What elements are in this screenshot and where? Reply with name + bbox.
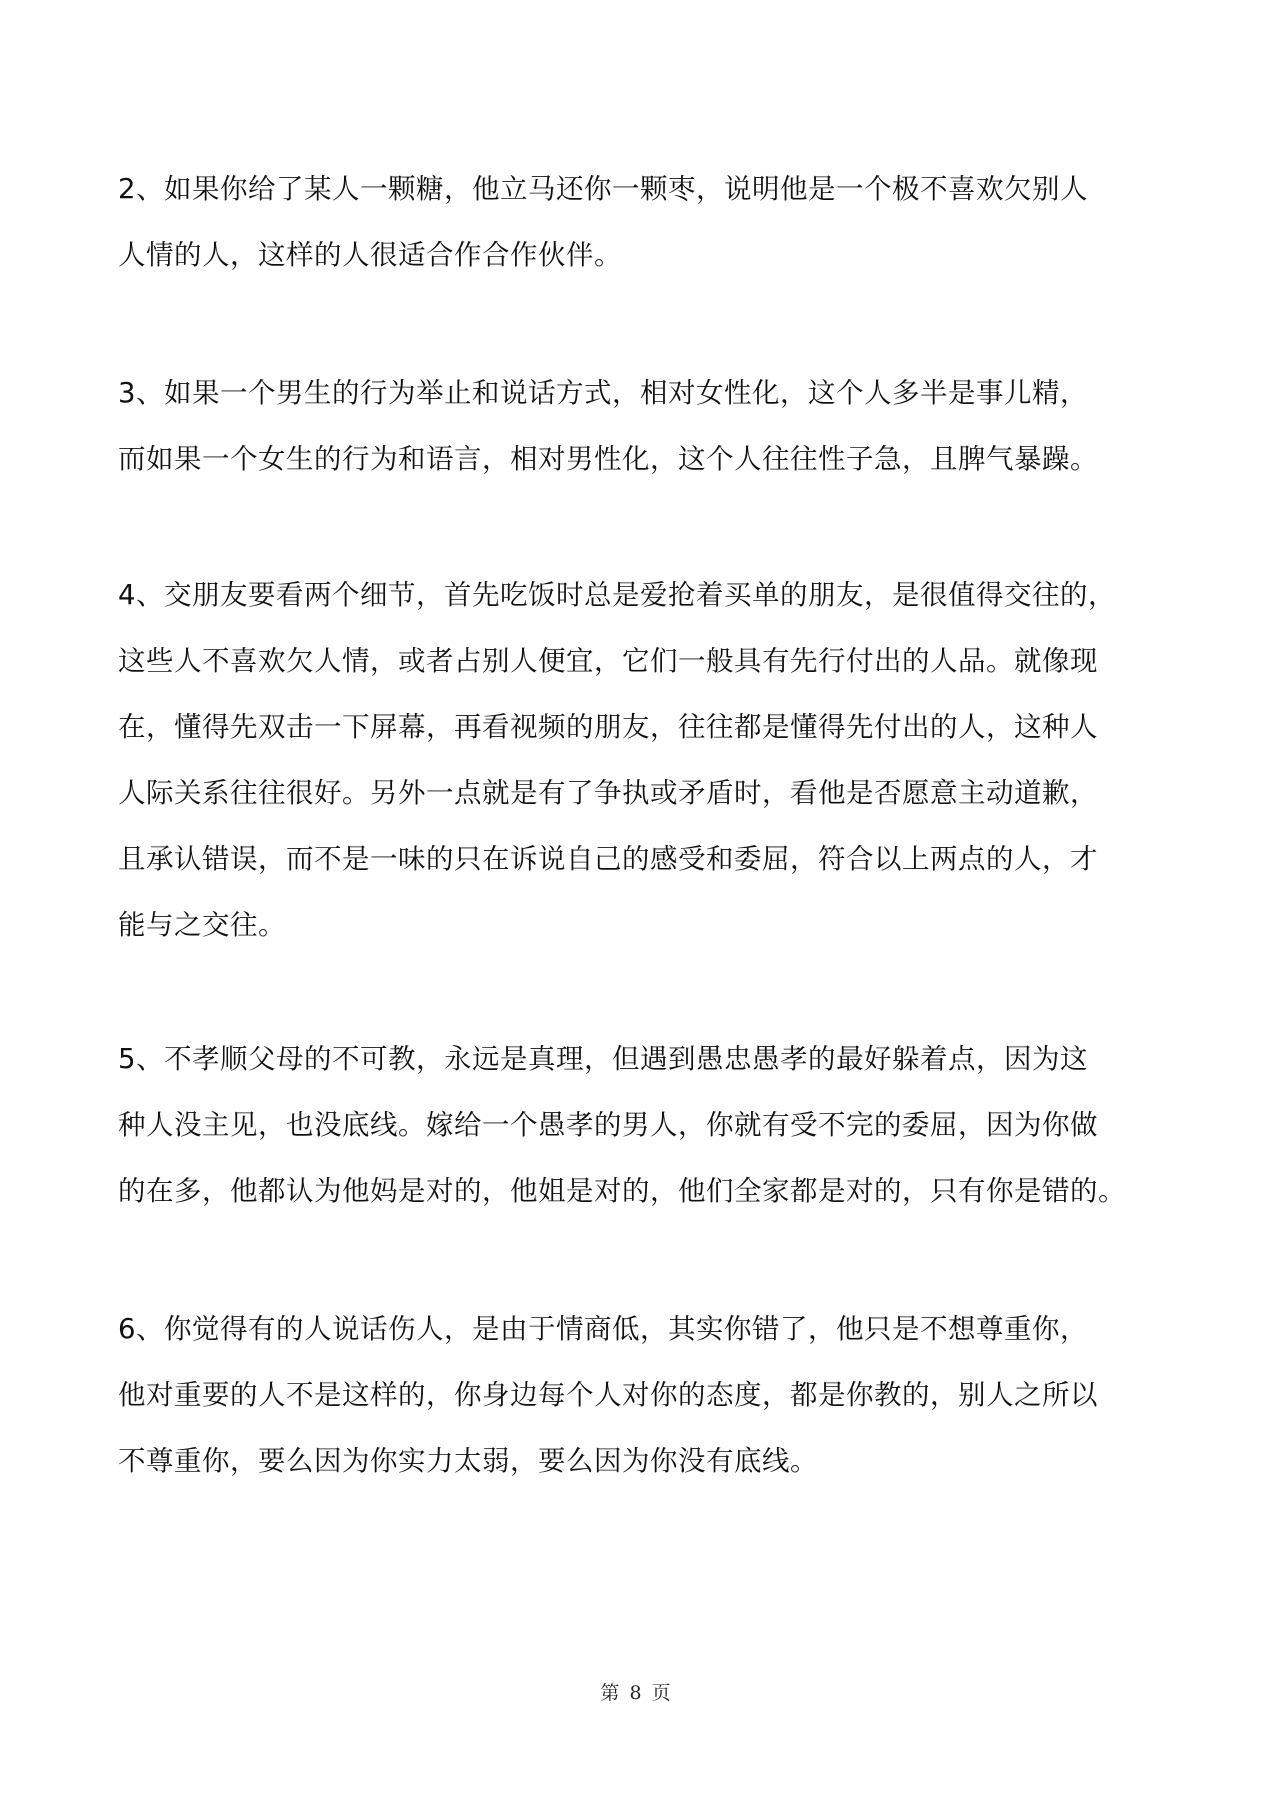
paragraph-4 — [118, 562, 1163, 958]
paragraph-line: 他对重要的人不是这样的，你身边每个人对你的态度，都是你教的，别人之所以 — [118, 1379, 1098, 1411]
paragraph-line: 3、如果一个男生的行为举止和说话方式，相对女性化，这个人多半是事儿精， — [118, 377, 1088, 409]
paragraph-line: 这些人不喜欢欠人情，或者占别人便宜，它们一般具有先行付出的人品。就像现 — [118, 645, 1098, 677]
paragraph-line: 而如果一个女生的行为和语言，相对男性化，这个人往往性子急，且脾气暴躁。 — [118, 443, 1098, 475]
paragraph-line: 能与之交往。 — [118, 909, 286, 941]
paragraph-line: 5、不孝顺父母的不可教，永远是真理，但遇到愚忠愚孝的最好躲着点，因为这 — [118, 1043, 1088, 1075]
paragraph-2 — [118, 156, 1163, 288]
paragraph-6 — [118, 1296, 1163, 1494]
paragraph-line: 人情的人，这样的人很适合作合作伙伴。 — [118, 239, 622, 271]
paragraph-line: 人际关系往往很好。另外一点就是有了争执或矛盾时，看他是否愿意主动道歉， — [118, 777, 1098, 809]
paragraph-line: 4、交朋友要看两个细节，首先吃饭时总是爱抢着买单的朋友，是很值得交往的， — [118, 579, 1116, 611]
paragraph-line: 6、你觉得有的人说话伤人，是由于情商低，其实你错了，他只是不想尊重你， — [118, 1313, 1088, 1345]
paragraph-line: 在，懂得先双击一下屏幕，再看视频的朋友，往往都是懂得先付出的人，这种人 — [118, 711, 1098, 743]
paragraph-line: 的在多，他都认为他妈是对的，他姐是对的，他们全家都是对的，只有你是错的。 — [118, 1175, 1126, 1207]
paragraph-line: 2、如果你给了某人一颗糖，他立马还你一颗枣，说明他是一个极不喜欢欠别人 — [118, 173, 1088, 205]
paragraph-line: 种人没主见，也没底线。嫁给一个愚孝的男人，你就有受不完的委屈，因为你做 — [118, 1109, 1098, 1141]
paragraph-5 — [118, 1026, 1163, 1224]
page-number: 第 8 页 — [600, 1682, 673, 1704]
paragraph-3 — [118, 360, 1163, 492]
paragraph-line: 不尊重你，要么因为你实力太弱，要么因为你没有底线。 — [118, 1445, 818, 1477]
paragraph-line: 且承认错误，而不是一味的只在诉说自己的感受和委屈，符合以上两点的人，才 — [118, 843, 1098, 875]
